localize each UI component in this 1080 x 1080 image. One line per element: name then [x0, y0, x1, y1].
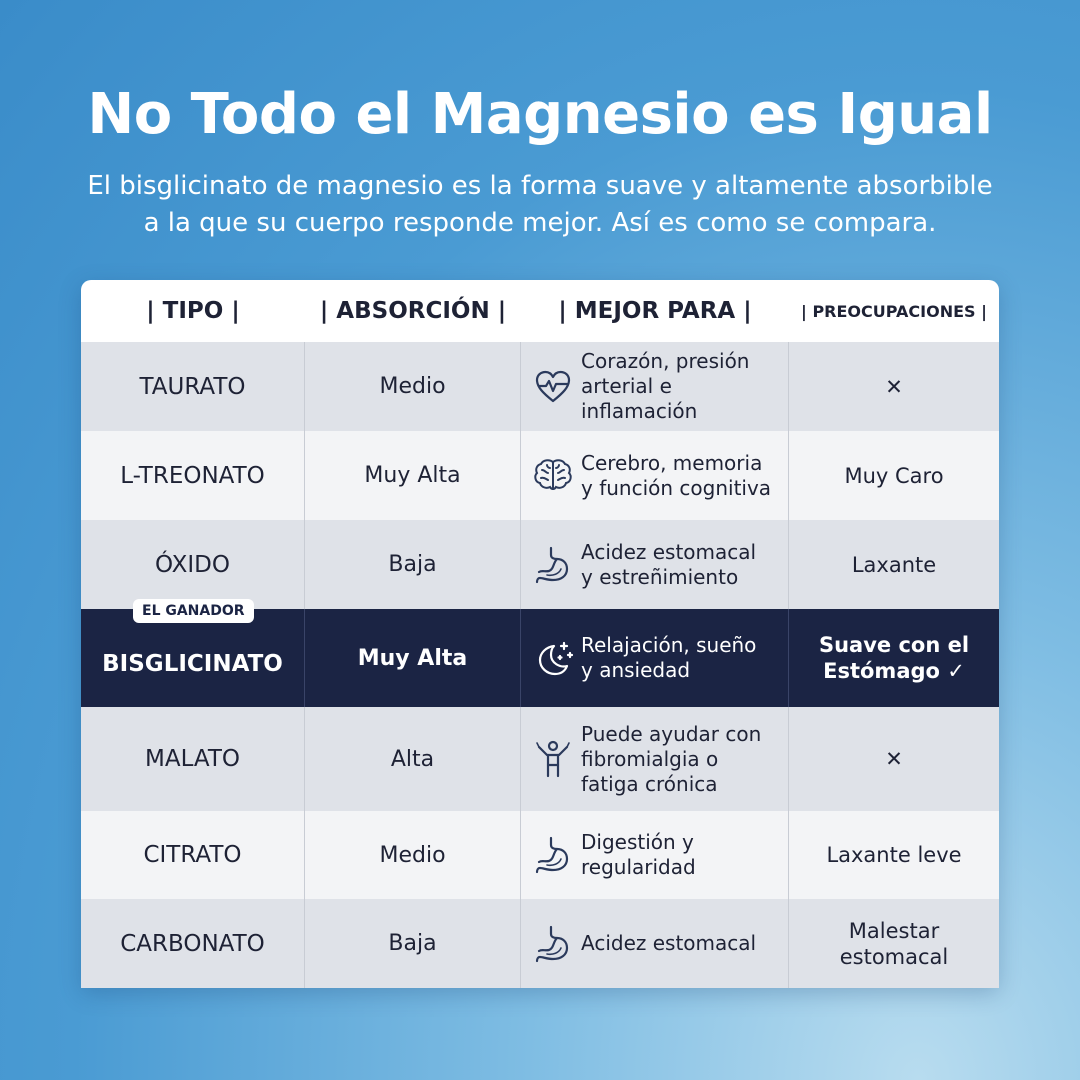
cell-best-for [521, 342, 789, 431]
cell-concerns [789, 342, 999, 431]
cell-best-for [521, 899, 789, 988]
table-row [81, 707, 999, 811]
best-for-line: y estreñimiento [581, 564, 739, 589]
cell-type: CITRATO [81, 811, 305, 899]
best-for-line: Acidez estomacal [581, 539, 757, 564]
best-for-line: fibromialgia o [581, 746, 719, 771]
column-header-concerns: | PREOCUPACIONES | [801, 301, 987, 321]
best-for-line: Acidez estomacal [581, 931, 757, 955]
cell-type: TAURATO [81, 342, 305, 431]
cell-type: L-TREONATO [81, 431, 305, 520]
comparison-table [81, 280, 999, 988]
cell-concerns [789, 899, 999, 988]
subtitle-line-2: a la que su cuerpo responde mejor. Así es como se compara. [143, 208, 937, 238]
cell-type: BISGLICINATO [81, 609, 305, 707]
best-for-line: Corazón, presión [581, 349, 750, 373]
best-for-line: y función cognitiva [581, 475, 772, 500]
column-header-best-for: | MEJOR PARA | [558, 298, 752, 324]
concern-line: Malestar [848, 918, 940, 943]
concern-line: Suave con el [818, 633, 970, 657]
best-for-text [581, 830, 696, 880]
page-subtitle [60, 168, 1020, 242]
best-for-line: Cerebro, memoria [581, 450, 763, 475]
cross-icon: ✕ [885, 747, 903, 771]
cell-absorption: Muy Alta [305, 431, 521, 520]
concern-line: Estómago ✓ [823, 659, 965, 683]
cell-best-for [521, 707, 789, 811]
column-header-absorption: | ABSORCIÓN | [319, 298, 507, 324]
moon-stars-icon [531, 636, 575, 680]
best-for-text [581, 931, 756, 956]
table-row [81, 899, 999, 988]
cell-concerns [789, 431, 999, 520]
column-header-type: | TIPO | [146, 298, 240, 324]
best-for-line: regularidad [581, 855, 696, 879]
table-header [81, 280, 999, 342]
cell-absorption: Muy Alta [305, 609, 521, 707]
best-for-text [581, 633, 756, 683]
cell-type: ÓXIDO [81, 520, 305, 609]
best-for-text [581, 451, 771, 501]
best-for-line: Puede ayudar con [581, 721, 762, 746]
person-icon [531, 737, 575, 781]
stomach-icon [531, 922, 575, 966]
page-title: No Todo el Magnesio es Igual [87, 82, 993, 147]
cell-type: MALATO [81, 707, 305, 811]
table-row [81, 811, 999, 899]
best-for-line: Digestión y [581, 830, 694, 854]
stomach-icon [531, 543, 575, 587]
cell-absorption: Medio [305, 342, 521, 431]
cell-concerns [789, 520, 999, 609]
concern-line: estomacal [839, 944, 949, 969]
best-for-text [581, 722, 761, 797]
cell-best-for [521, 431, 789, 520]
cell-concerns [789, 609, 999, 707]
concern-line: Laxante [851, 552, 937, 577]
table-row [81, 342, 999, 431]
cell-type: CARBONATO [81, 899, 305, 988]
table-row [81, 520, 999, 609]
heart-pulse-icon [531, 365, 575, 409]
cell-concerns [789, 707, 999, 811]
concern-line: Muy Caro [844, 463, 944, 488]
cell-best-for [521, 609, 789, 707]
best-for-text [581, 349, 788, 424]
winner-badge: EL GANADOR [133, 599, 254, 623]
cell-absorption: Medio [305, 811, 521, 899]
cell-absorption: Baja [305, 899, 521, 988]
best-for-line: fatiga crónica [581, 771, 718, 796]
cross-icon: ✕ [885, 374, 903, 399]
stomach-icon [531, 833, 575, 877]
cell-best-for [521, 811, 789, 899]
best-for-line: y ansiedad [581, 658, 691, 682]
cell-concerns [789, 811, 999, 899]
best-for-line: arterial e inflamación [581, 374, 698, 423]
concern-line: Laxante leve [826, 843, 962, 867]
cell-absorption: Alta [305, 707, 521, 811]
table-row [81, 603, 999, 707]
cell-absorption: Baja [305, 520, 521, 609]
cell-best-for [521, 520, 789, 609]
table-row [81, 431, 999, 520]
subtitle-line-1: El bisglicinato de magnesio es la forma suave y altamente absorbible [87, 171, 993, 201]
brain-icon [531, 454, 575, 498]
best-for-text [581, 540, 756, 590]
best-for-line: Relajación, sueño [581, 633, 757, 657]
